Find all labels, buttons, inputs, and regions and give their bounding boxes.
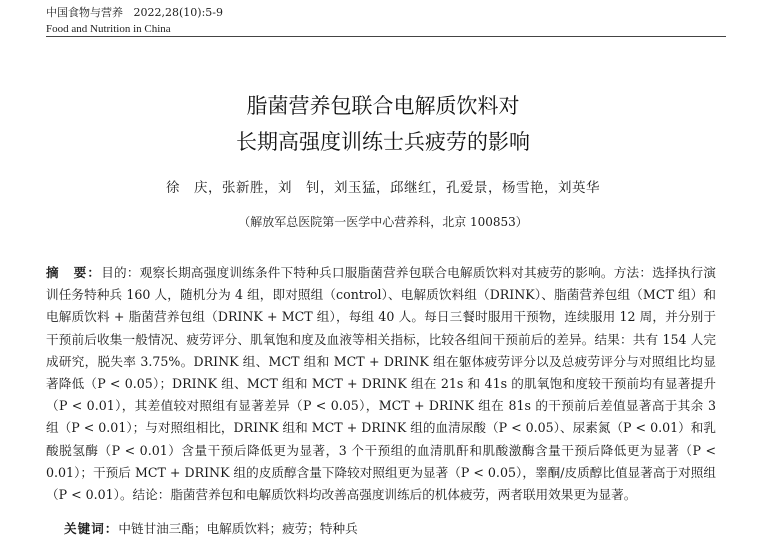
abstract: [46, 262, 716, 506]
journal-header: [46, 5, 223, 37]
keywords: [64, 518, 358, 537]
journal-citation: [46, 5, 223, 21]
article-title: [0, 88, 766, 160]
title-line-1: 脂菌营养包联合电解质饮料对: [246, 94, 520, 118]
keywords-text: 中链甘油三酯；电解质饮料；疲劳；特种兵: [118, 521, 358, 536]
abstract-text: 目的：观察长期高强度训练条件下特种兵口服脂菌营养包联合电解质饮料对其疲劳的影响。方法：选择执行演训任务特种兵 160 人，随机分为 4 组，即对照组（control）、电解质饮料组（DRINK）、脂菌营养包组（MCT 组）和电解质饮料 + 脂菌营养包组（DRINK + MCT 组），每组 40 人。每日三餐时服用干预物，连续服用 12 周，并分别于干预前后收集一般情况、疲劳评分、肌氧饱和度及血液等相关指标，比较各组间干预前后的差异。结果：共有 154 人完成研究，脱失率 3.75%。DRINK 组、MCT 组和 MCT + DRINK 组在躯体疲劳评分以及总疲劳评分与对照组比均显著降低（P < 0.05）；DRINK 组、MCT 组和 MCT + DRINK 组在 21s 和 41s 的肌氧饱和度较干预前均有显著提升（P < 0.01），其差值较对照组有显著差异（P < 0.05），MCT + DRINK 组在 81s 的干预前后差值显著高于其余 3 组（P < 0.01）；与对照组相比，DRINK 组和 MCT + DRINK 组的血清尿酸（P < 0.05）、尿素氮（P < 0.01）和乳酸脱氢酶（P < 0.01）含量干预后降低更为显著，3 个干预组的血清肌酐和肌酸激酶含量干预后降低更为显著（P < 0.01）；干预后 MCT + DRINK 组的皮质醇含量下降较对照组更为显著（P < 0.05），睾酮/皮质醇比值显著高于对照组（P < 0.01）。结论：脂菌营养包和电解质饮料均改善高强度训练后的机体疲劳，两者联用效果更为显著。: [46, 265, 717, 503]
header-divider: [46, 36, 726, 37]
journal-name-cn: 中国食物与营养: [46, 6, 123, 19]
journal-name-en: Food and Nutrition in China: [46, 23, 171, 35]
abstract-paragraph: [46, 262, 716, 506]
keywords-label: 关键词：: [64, 521, 119, 536]
abstract-label: 摘 要：: [46, 265, 102, 280]
journal-issue: 2022,28(10):5-9: [133, 6, 223, 19]
title-line-2: 长期高强度训练士兵疲劳的影响: [236, 130, 530, 154]
affiliation: （解放军总医院第一医学中心营养科，北京 100853）: [238, 215, 528, 229]
author-list: 徐 庆，张新胜，刘 钊，刘玉猛，邱继红，孔爱景，杨雪艳，刘英华: [166, 180, 600, 196]
